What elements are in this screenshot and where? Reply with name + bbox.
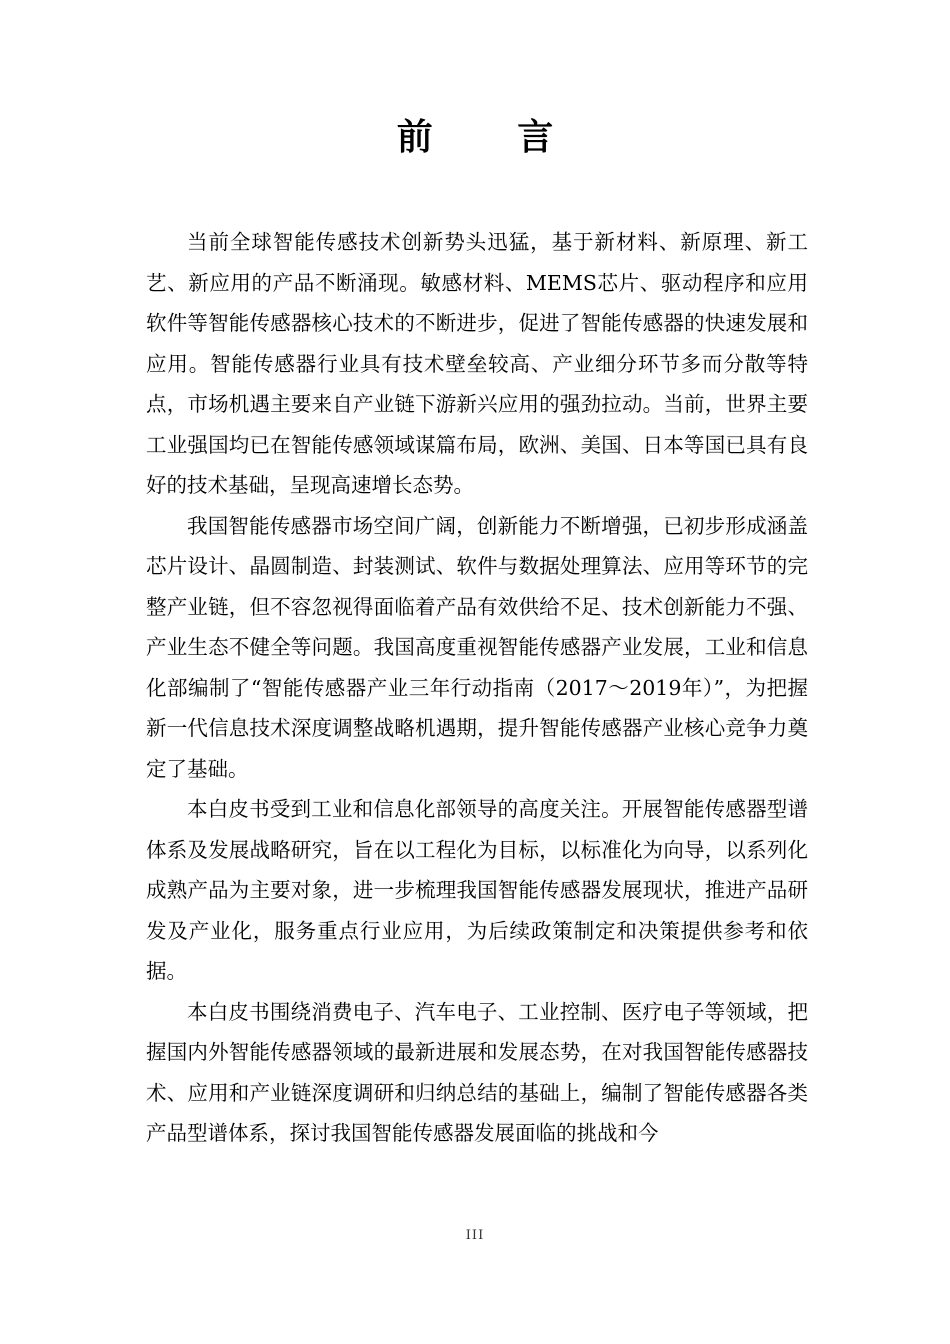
paragraph-4: 本白皮书围绕消费电子、汽车电子、工业控制、医疗电子等领域，把握国内外智能传感器领域的最新进展和发展态势，在对我国智能传感器技术、应用和产业链深度调研和归纳总结的基础上，编制了智能传感器各类产品型谱体系，探讨我国智能传感器发展面临的挑战和今 xyxy=(146,999,808,1145)
paragraph-2: 我国智能传感器市场空间广阔，创新能力不断增强，已初步形成涵盖芯片设计、晶圆制造、封装测试、软件与数据处理算法、应用等环节的完整产业链，但不容忽视得面临着产品有效供给不足、技术创新能力不强、产业生态不健全等问题。我国高度重视智能传感器产业发展，工业和信息化部编制了“智能传感器产业三年行动指南（2017～2019年）”，为把握新一代信息技术深度调整战略机遇期，提升智能传感器产业核心竞争力奠定了基础。 xyxy=(146,513,808,781)
paragraph-1: 当前全球智能传感技术创新势头迅猛，基于新材料、新原理、新工艺、新应用的产品不断涌现。敏感材料、MEMS芯片、驱动程序和应用软件等智能传感器核心技术的不断进步，促进了智能传感器的快速发展和应用。智能传感器行业具有技术壁垒较高、产业细分环节多而分散等特点，市场机遇主要来自产业链下游新兴应用的强劲拉动。当前，世界主要工业强国均已在智能传感领域谋篇布局，欧洲、美国、日本等国已具有良好的技术基础，呈现高速增长态势。 xyxy=(146,230,808,497)
page-title: 前 言 xyxy=(396,117,590,158)
page-number: III xyxy=(465,1228,485,1243)
body-text xyxy=(146,222,808,1154)
paragraph-3: 本白皮书受到工业和信息化部领导的高度关注。开展智能传感器型谱体系及发展战略研究，旨在以工程化为目标，以标准化为向导，以系列化成熟产品为主要对象，进一步梳理我国智能传感器发展现状，推进产品研发及产业化，服务重点行业应用，为后续政策制定和决策提供参考和依据。 xyxy=(146,797,808,983)
